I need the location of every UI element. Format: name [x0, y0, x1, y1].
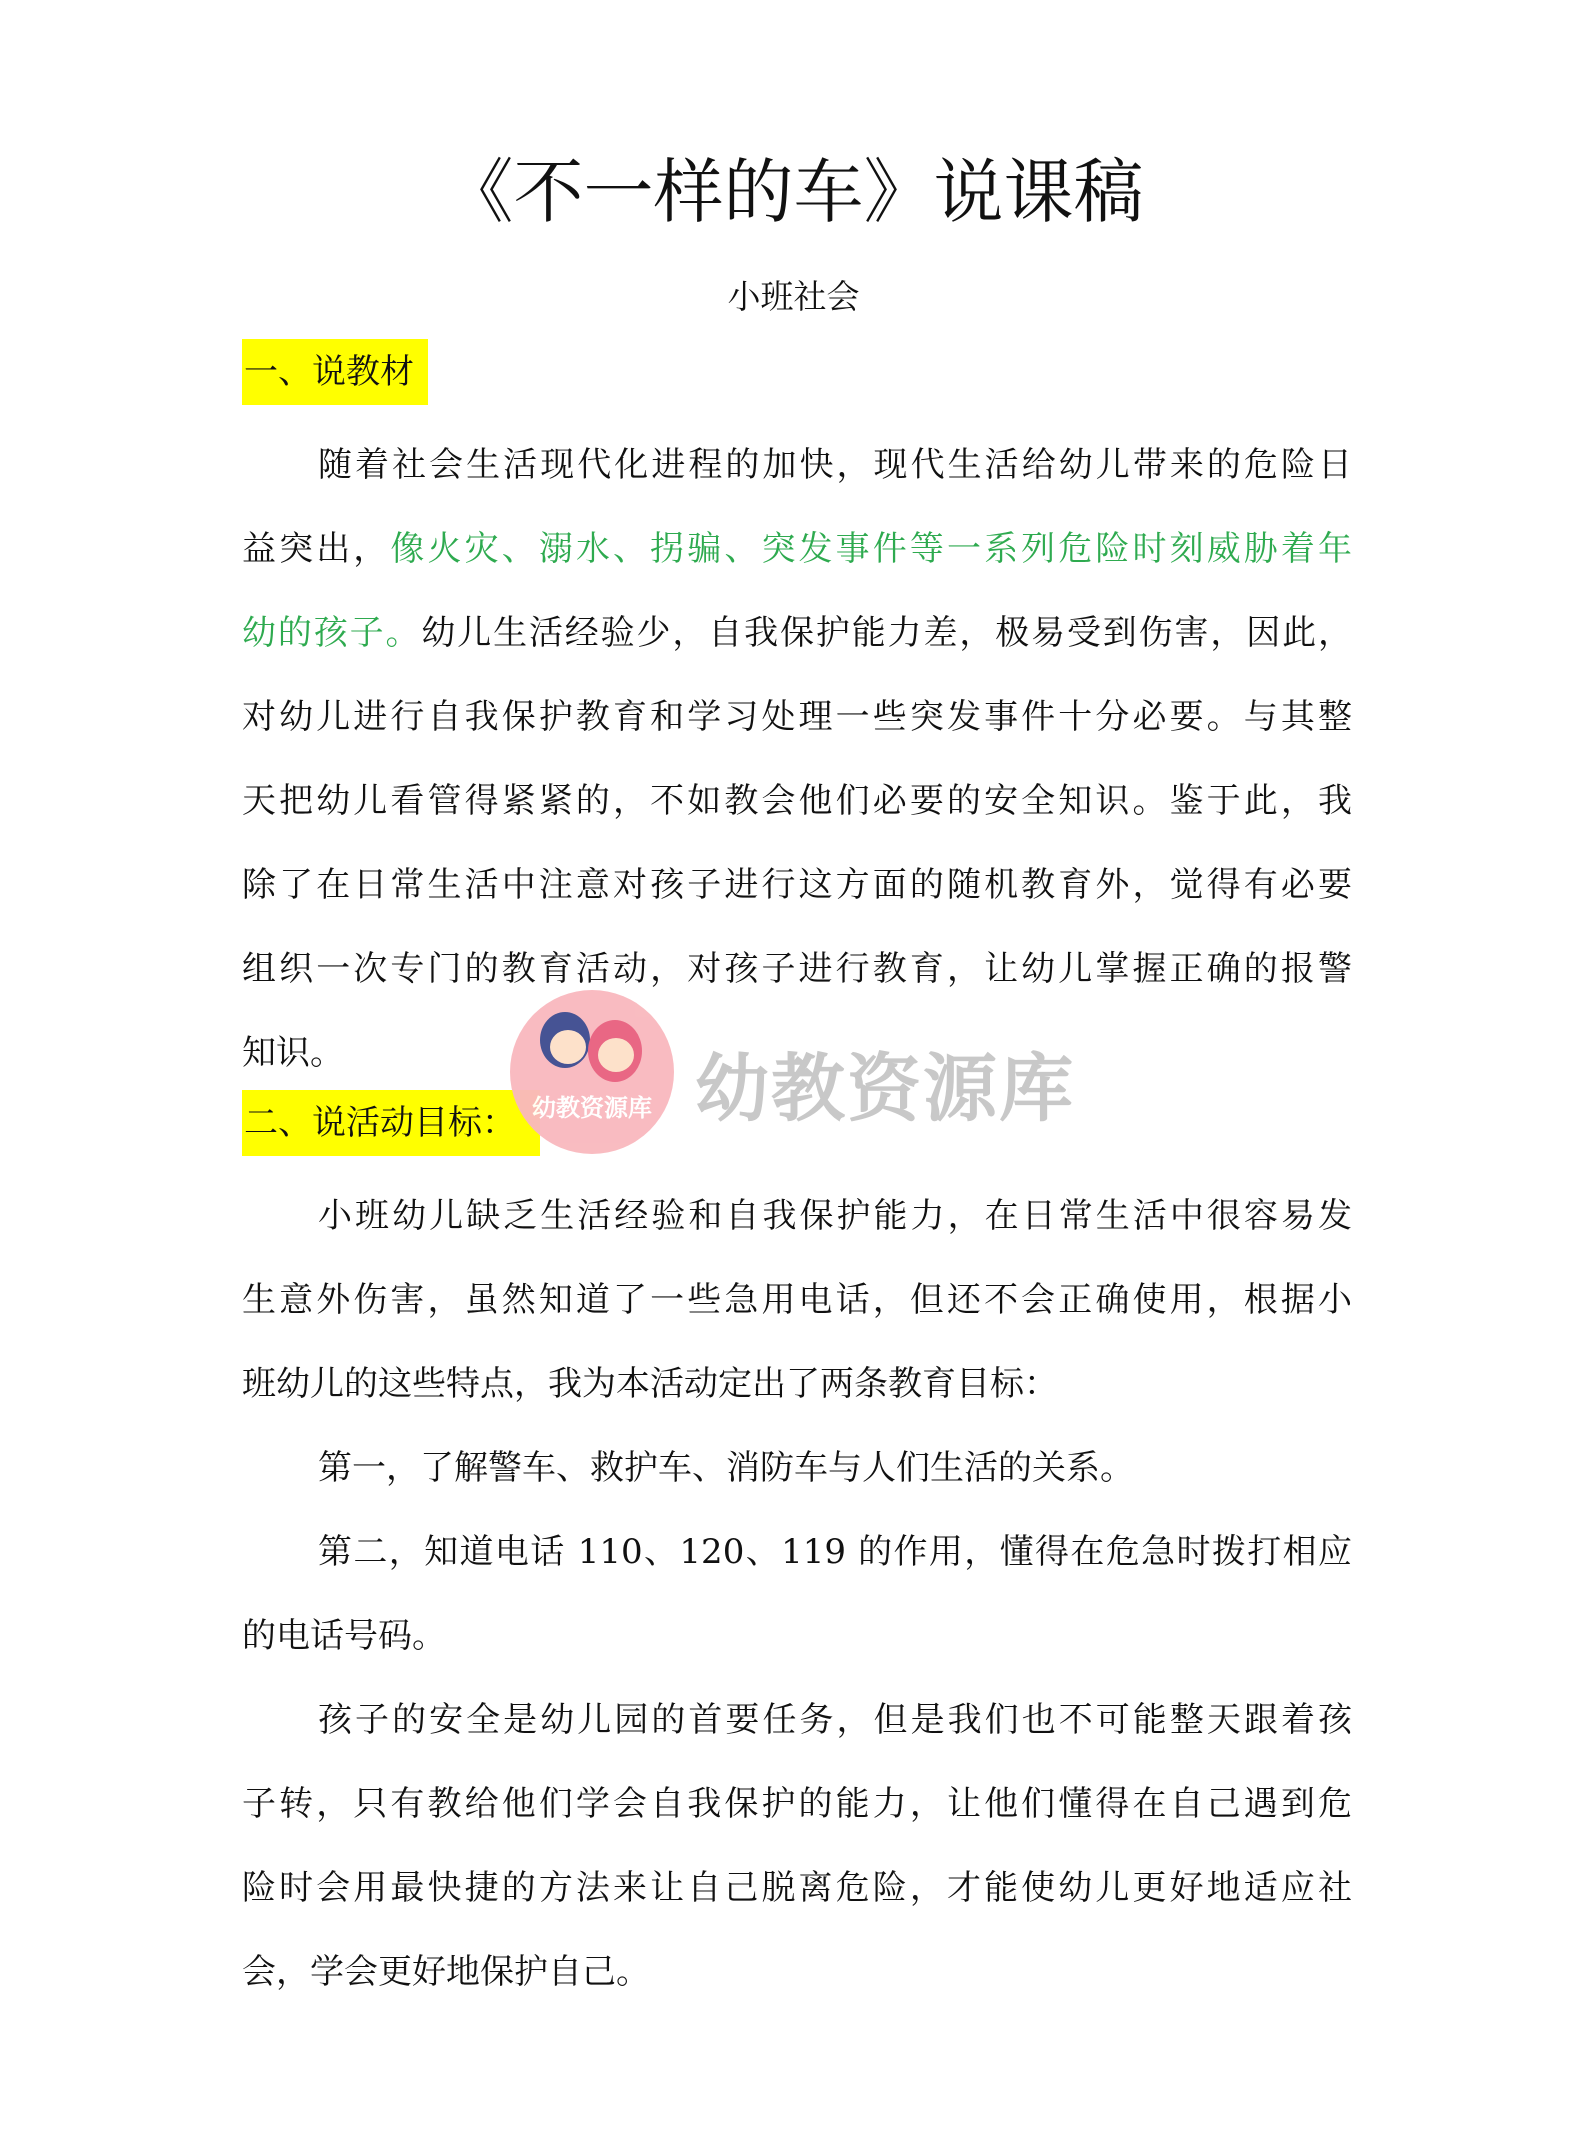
paragraph-line: [242, 440, 1352, 490]
text-span: 幼儿生活经验少，自我保护能力差，极易受到伤害，因此，: [421, 613, 1353, 653]
text-span: 组织一次专门的教育活动，对孩子进行教育，让幼儿掌握正确的报警: [242, 949, 1352, 989]
girl-skin-icon: [598, 1038, 634, 1072]
section-heading-goals: 二、说活动目标：: [242, 1090, 540, 1156]
section-heading-materials: 一、说教材: [242, 339, 428, 405]
paragraph-line: 第一，了解警车、救护车、消防车与人们生活的关系。: [318, 1448, 1134, 1488]
paragraph-line: 子转，只有教给他们学会自我保护的能力，让他们懂得在自己遇到危: [242, 1784, 1352, 1824]
paragraph-line: [242, 692, 1352, 742]
paragraph-line: [242, 524, 1352, 574]
paragraph-line: 第二，知道电话 110、120、119 的作用，懂得在危急时拨打相应: [318, 1532, 1352, 1572]
paragraph-line: [242, 944, 1352, 994]
watermark-logo-text: 幼教资源库: [532, 1094, 652, 1122]
paragraph-line: [242, 860, 1352, 910]
paragraph-line: 险时会用最快捷的方法来让自己脱离危险，才能使幼儿更好地适应社: [242, 1868, 1352, 1908]
document-subtitle: 小班社会: [727, 277, 860, 316]
document-title: 《不一样的车》说课稿: [443, 151, 1144, 233]
paragraph-line: 会，学会更好地保护自己。: [242, 1952, 650, 1992]
paragraph-line: [242, 608, 1352, 658]
text-span: 对幼儿进行自我保护教育和学习处理一些突发事件十分必要。与其整: [242, 697, 1352, 737]
highlighted-text: 像火灾、溺水、拐骗、突发事件等一系列危险时刻威胁着年: [390, 529, 1353, 569]
watermark-logo: [510, 990, 674, 1154]
paragraph-line: 孩子的安全是幼儿园的首要任务，但是我们也不可能整天跟着孩: [318, 1700, 1352, 1740]
text-span: 益突出，: [242, 529, 391, 569]
text-span: 知识。: [242, 1033, 344, 1073]
boy-skin-icon: [550, 1030, 586, 1064]
paragraph-line: [242, 776, 1352, 826]
watermark-text: 幼教资源库: [695, 1046, 1075, 1132]
highlighted-text: 幼的孩子。: [242, 613, 422, 653]
paragraph-line: 小班幼儿缺乏生活经验和自我保护能力，在日常生活中很容易发: [318, 1196, 1352, 1236]
text-span: 除了在日常生活中注意对孩子进行这方面的随机教育外，觉得有必要: [242, 865, 1352, 905]
text-span: 随着社会生活现代化进程的加快，现代生活给幼儿带来的危险日: [318, 445, 1352, 485]
paragraph-line: 的电话号码。: [242, 1616, 446, 1656]
paragraph-line: 班幼儿的这些特点，我为本活动定出了两条教育目标：: [242, 1364, 1058, 1404]
paragraph-line: 生意外伤害，虽然知道了一些急用电话，但还不会正确使用，根据小: [242, 1280, 1352, 1320]
text-span: 天把幼儿看管得紧紧的，不如教会他们必要的安全知识。鉴于此，我: [242, 781, 1352, 821]
